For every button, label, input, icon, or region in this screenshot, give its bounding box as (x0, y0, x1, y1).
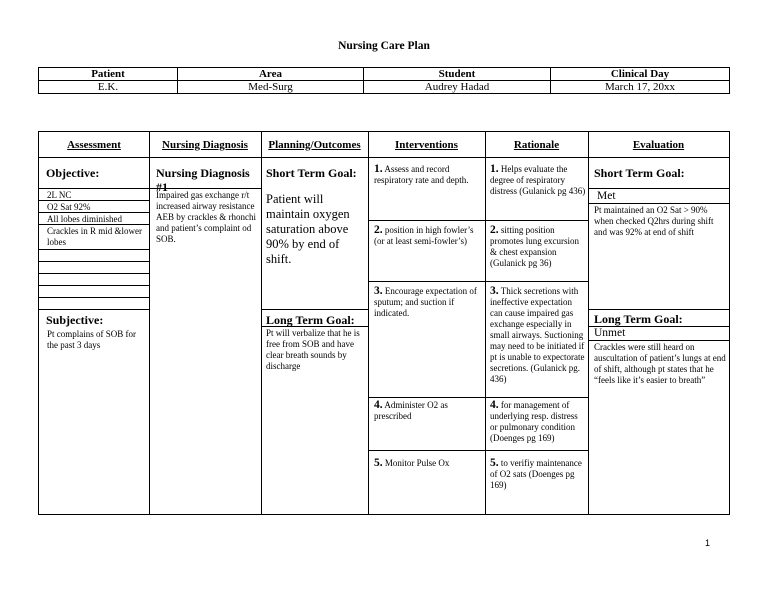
intervention-text: position in high fowler’s (or at least semi-fowler’s) (374, 225, 474, 246)
row-divider (39, 188, 149, 189)
intervention-item (374, 458, 482, 469)
row-divider (39, 249, 149, 250)
patient-value: E.K. (39, 81, 178, 94)
rationale-text: sitting position promotes lung excursion & chest expansion (Gulanick pg 36) (490, 225, 579, 268)
intervention-text: Monitor Pulse Ox (384, 458, 450, 468)
intervention-item (374, 400, 482, 422)
area-value: Med-Surg (178, 81, 364, 94)
objective-item: O2 Sat 92% (47, 202, 91, 212)
row-divider (368, 450, 485, 451)
row-divider (368, 220, 485, 221)
diagnosis-text: Impaired gas exchange r/t increased airway resistance AEB by crackles & rhonchi and patient’s complaint od SOB. (156, 190, 256, 244)
row-divider (485, 450, 588, 451)
row-divider (588, 309, 729, 310)
row-divider (368, 281, 485, 282)
intervention-number: 4. (374, 399, 383, 411)
row-divider (261, 309, 368, 310)
intervention-item (374, 225, 482, 247)
eval-short-term-status: Met (597, 190, 616, 202)
subjective-label: Subjective: (46, 313, 104, 327)
rationale-text: Thick secretions with ineffective expectation can cause impaired gas exchange especially in small airways. Suctioning may need to be initiated if pt is unable to expectorate secretions. (Gulanick pg. 436) (490, 286, 585, 384)
area-header: Area (178, 68, 364, 81)
column-divider (485, 132, 486, 514)
short-term-goal-label: Short Term Goal: (266, 166, 357, 180)
subjective-text: Pt complains of SOB for the past 3 days (47, 329, 136, 350)
row-divider (588, 188, 729, 189)
row-divider (39, 285, 149, 286)
rationale-item (490, 400, 586, 444)
page-number: 1 (704, 538, 710, 548)
rationale-number: 1. (490, 163, 499, 175)
row-divider (588, 340, 729, 341)
column-divider (149, 132, 150, 514)
care-plan-table (38, 131, 730, 515)
long-term-goal-text: Pt will verbalize that he is free from SOB and have clear breath sounds by discharge (266, 328, 360, 371)
eval-long-term-label: Long Term Goal: (594, 312, 683, 326)
column-header-planning: Planning/Outcomes (268, 138, 361, 151)
objective-label: Objective: (46, 166, 100, 180)
row-divider (485, 220, 588, 221)
row-divider (588, 203, 729, 204)
student-value: Audrey Hadad (364, 81, 551, 94)
patient-header: Patient (39, 68, 178, 81)
rationale-item (490, 164, 586, 197)
row-divider (368, 397, 485, 398)
clinical-day-header: Clinical Day (551, 68, 730, 81)
row-divider (485, 281, 588, 282)
diagnosis-label: Nursing Diagnosis #1 (156, 166, 250, 194)
intervention-item (374, 286, 482, 319)
column-header-evaluation: Evaluation (632, 138, 685, 151)
rationale-number: 2. (490, 224, 499, 236)
column-header-interventions: Interventions (395, 138, 458, 151)
clinical-day-value: March 17, 20xx (551, 81, 730, 94)
short-term-goal-text: Patient will maintain oxygen saturation above 90% by end of shift. (266, 192, 350, 266)
rationale-text: to verifiy maintenance of O2 sats (Doenges pg 169) (490, 458, 582, 490)
rationale-number: 4. (490, 399, 499, 411)
column-header-rationale: Rationale (513, 138, 560, 151)
intervention-text: Assess and record respiratory rate and depth. (374, 164, 469, 185)
rationale-text: Helps evaluate the degree of respiratory distress (Gulanick pg 436) (490, 164, 586, 196)
rationale-number: 3. (490, 285, 499, 297)
column-header-diagnosis: Nursing Diagnosis (162, 138, 248, 151)
row-divider (39, 309, 149, 310)
page-title: Nursing Care Plan (338, 40, 430, 52)
eval-long-term-text: Crackles were still heard on auscultation of patient’s lungs at end of shift, although pt states that he “feels like it’s easier to breath” (594, 342, 726, 385)
column-divider (368, 132, 369, 514)
row-divider (39, 261, 149, 262)
student-header: Student (364, 68, 551, 81)
rationale-text: for management of underlying resp. distress or pulmonary condition (Doenges pg 169) (490, 400, 578, 443)
row-divider (485, 397, 588, 398)
eval-long-term-status: Unmet (594, 327, 626, 339)
intervention-number: 2. (374, 224, 383, 236)
intervention-number: 1. (374, 163, 383, 175)
intervention-text: Encourage expectation of sputum; and suction if indicated. (374, 286, 477, 318)
objective-item: All lobes diminished (47, 214, 122, 224)
objective-item: 2L NC (47, 190, 72, 200)
intervention-number: 3. (374, 285, 383, 297)
column-divider (588, 132, 589, 514)
row-divider (39, 297, 149, 298)
eval-short-term-text: Pt maintained an O2 Sat > 90% when checked Q2hrs during shift and was 92% at end of shift (594, 205, 714, 237)
rationale-item (490, 225, 586, 269)
rationale-number: 5. (490, 457, 499, 469)
patient-info-table (38, 67, 730, 94)
row-divider (39, 273, 149, 274)
rationale-item (490, 286, 586, 385)
intervention-item (374, 164, 482, 186)
intervention-number: 5. (374, 457, 383, 469)
column-header-assessment: Assessment (67, 138, 121, 151)
long-term-goal-label: Long Term Goal: (266, 313, 355, 327)
header-divider (39, 157, 729, 158)
objective-item: Crackles in R mid &lower lobes (47, 226, 142, 247)
rationale-item (490, 458, 586, 491)
eval-short-term-label: Short Term Goal: (594, 166, 685, 180)
column-divider (261, 132, 262, 514)
intervention-text: Administer O2 as prescribed (374, 400, 448, 421)
